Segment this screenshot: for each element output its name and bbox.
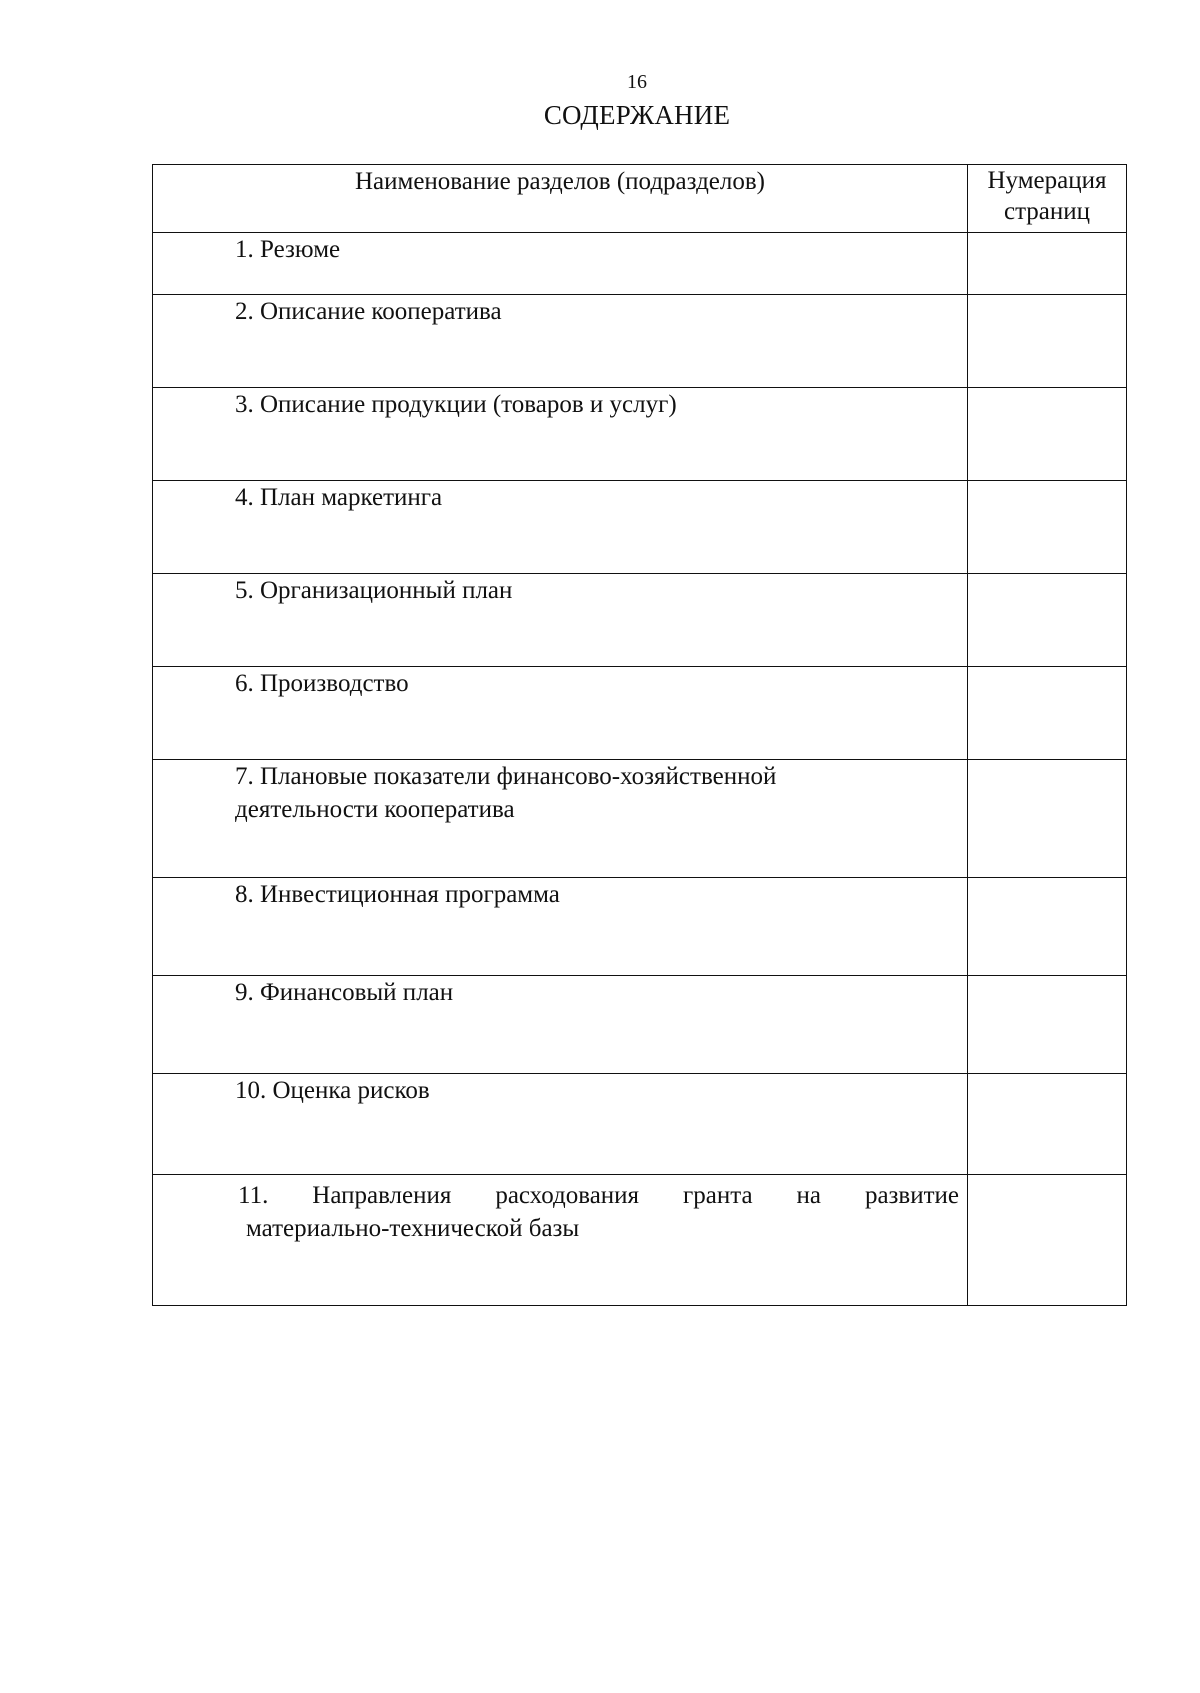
section-cell — [153, 574, 968, 667]
section-cell — [153, 481, 968, 574]
section-cell — [153, 1175, 968, 1306]
section-label: 1. Резюме — [235, 236, 341, 263]
table-row — [153, 760, 1127, 878]
page-number: 16 — [627, 71, 647, 93]
header-page-numbering-line2: страниц — [1003, 198, 1091, 225]
table-row — [153, 976, 1127, 1074]
table-row — [153, 574, 1127, 667]
header-page-numbering-line1: Нумерация — [987, 167, 1107, 194]
table-of-contents — [152, 164, 1127, 1306]
section-label: 5. Организационный план — [235, 577, 513, 604]
table-row — [153, 667, 1127, 760]
page-number-cell — [968, 1175, 1127, 1306]
section-label — [153, 1175, 967, 1245]
section-label: 7. Плановые показатели финансово-хозяйственной деятельности кооператива — [235, 763, 777, 823]
page-number-cell — [968, 233, 1127, 295]
section-label: 10. Оценка рисков — [235, 1077, 430, 1104]
page-number-cell — [968, 481, 1127, 574]
header-page-numbering — [968, 165, 1127, 233]
page-number-cell — [968, 878, 1127, 976]
header-section-name: Наименование разделов (подразделов) — [153, 165, 968, 233]
section-label: 8. Инвестиционная программа — [235, 881, 560, 908]
page-number-cell — [968, 1074, 1127, 1175]
section-cell — [153, 667, 968, 760]
section-cell — [153, 295, 968, 388]
section-label: 2. Описание кооператива — [235, 298, 502, 325]
table-row — [153, 1074, 1127, 1175]
table-row — [153, 878, 1127, 976]
section-label-line1: 11. Направления расходования гранта на развитие — [238, 1182, 959, 1209]
section-cell — [153, 878, 968, 976]
table-row — [153, 1175, 1127, 1306]
section-cell — [153, 976, 968, 1074]
section-cell — [153, 760, 968, 878]
section-cell — [153, 233, 968, 295]
page-number-cell — [968, 388, 1127, 481]
table-row — [153, 481, 1127, 574]
section-label: 3. Описание продукции (товаров и услуг) — [235, 391, 677, 418]
table-row — [153, 233, 1127, 295]
section-label: 6. Производство — [235, 670, 409, 697]
table-row — [153, 295, 1127, 388]
section-cell — [153, 388, 968, 481]
page-title: СОДЕРЖАНИЕ — [543, 100, 731, 130]
page-number-cell — [968, 976, 1127, 1074]
page-number-cell — [968, 667, 1127, 760]
section-label-line2: материально-технической базы — [246, 1215, 580, 1242]
table-header-row — [153, 165, 1127, 233]
section-label: 9. Финансовый план — [235, 979, 454, 1006]
table-row — [153, 388, 1127, 481]
page-number-cell — [968, 574, 1127, 667]
section-cell — [153, 1074, 968, 1175]
page-number-cell — [968, 760, 1127, 878]
page-number-cell — [968, 295, 1127, 388]
section-label: 4. План маркетинга — [235, 484, 443, 511]
